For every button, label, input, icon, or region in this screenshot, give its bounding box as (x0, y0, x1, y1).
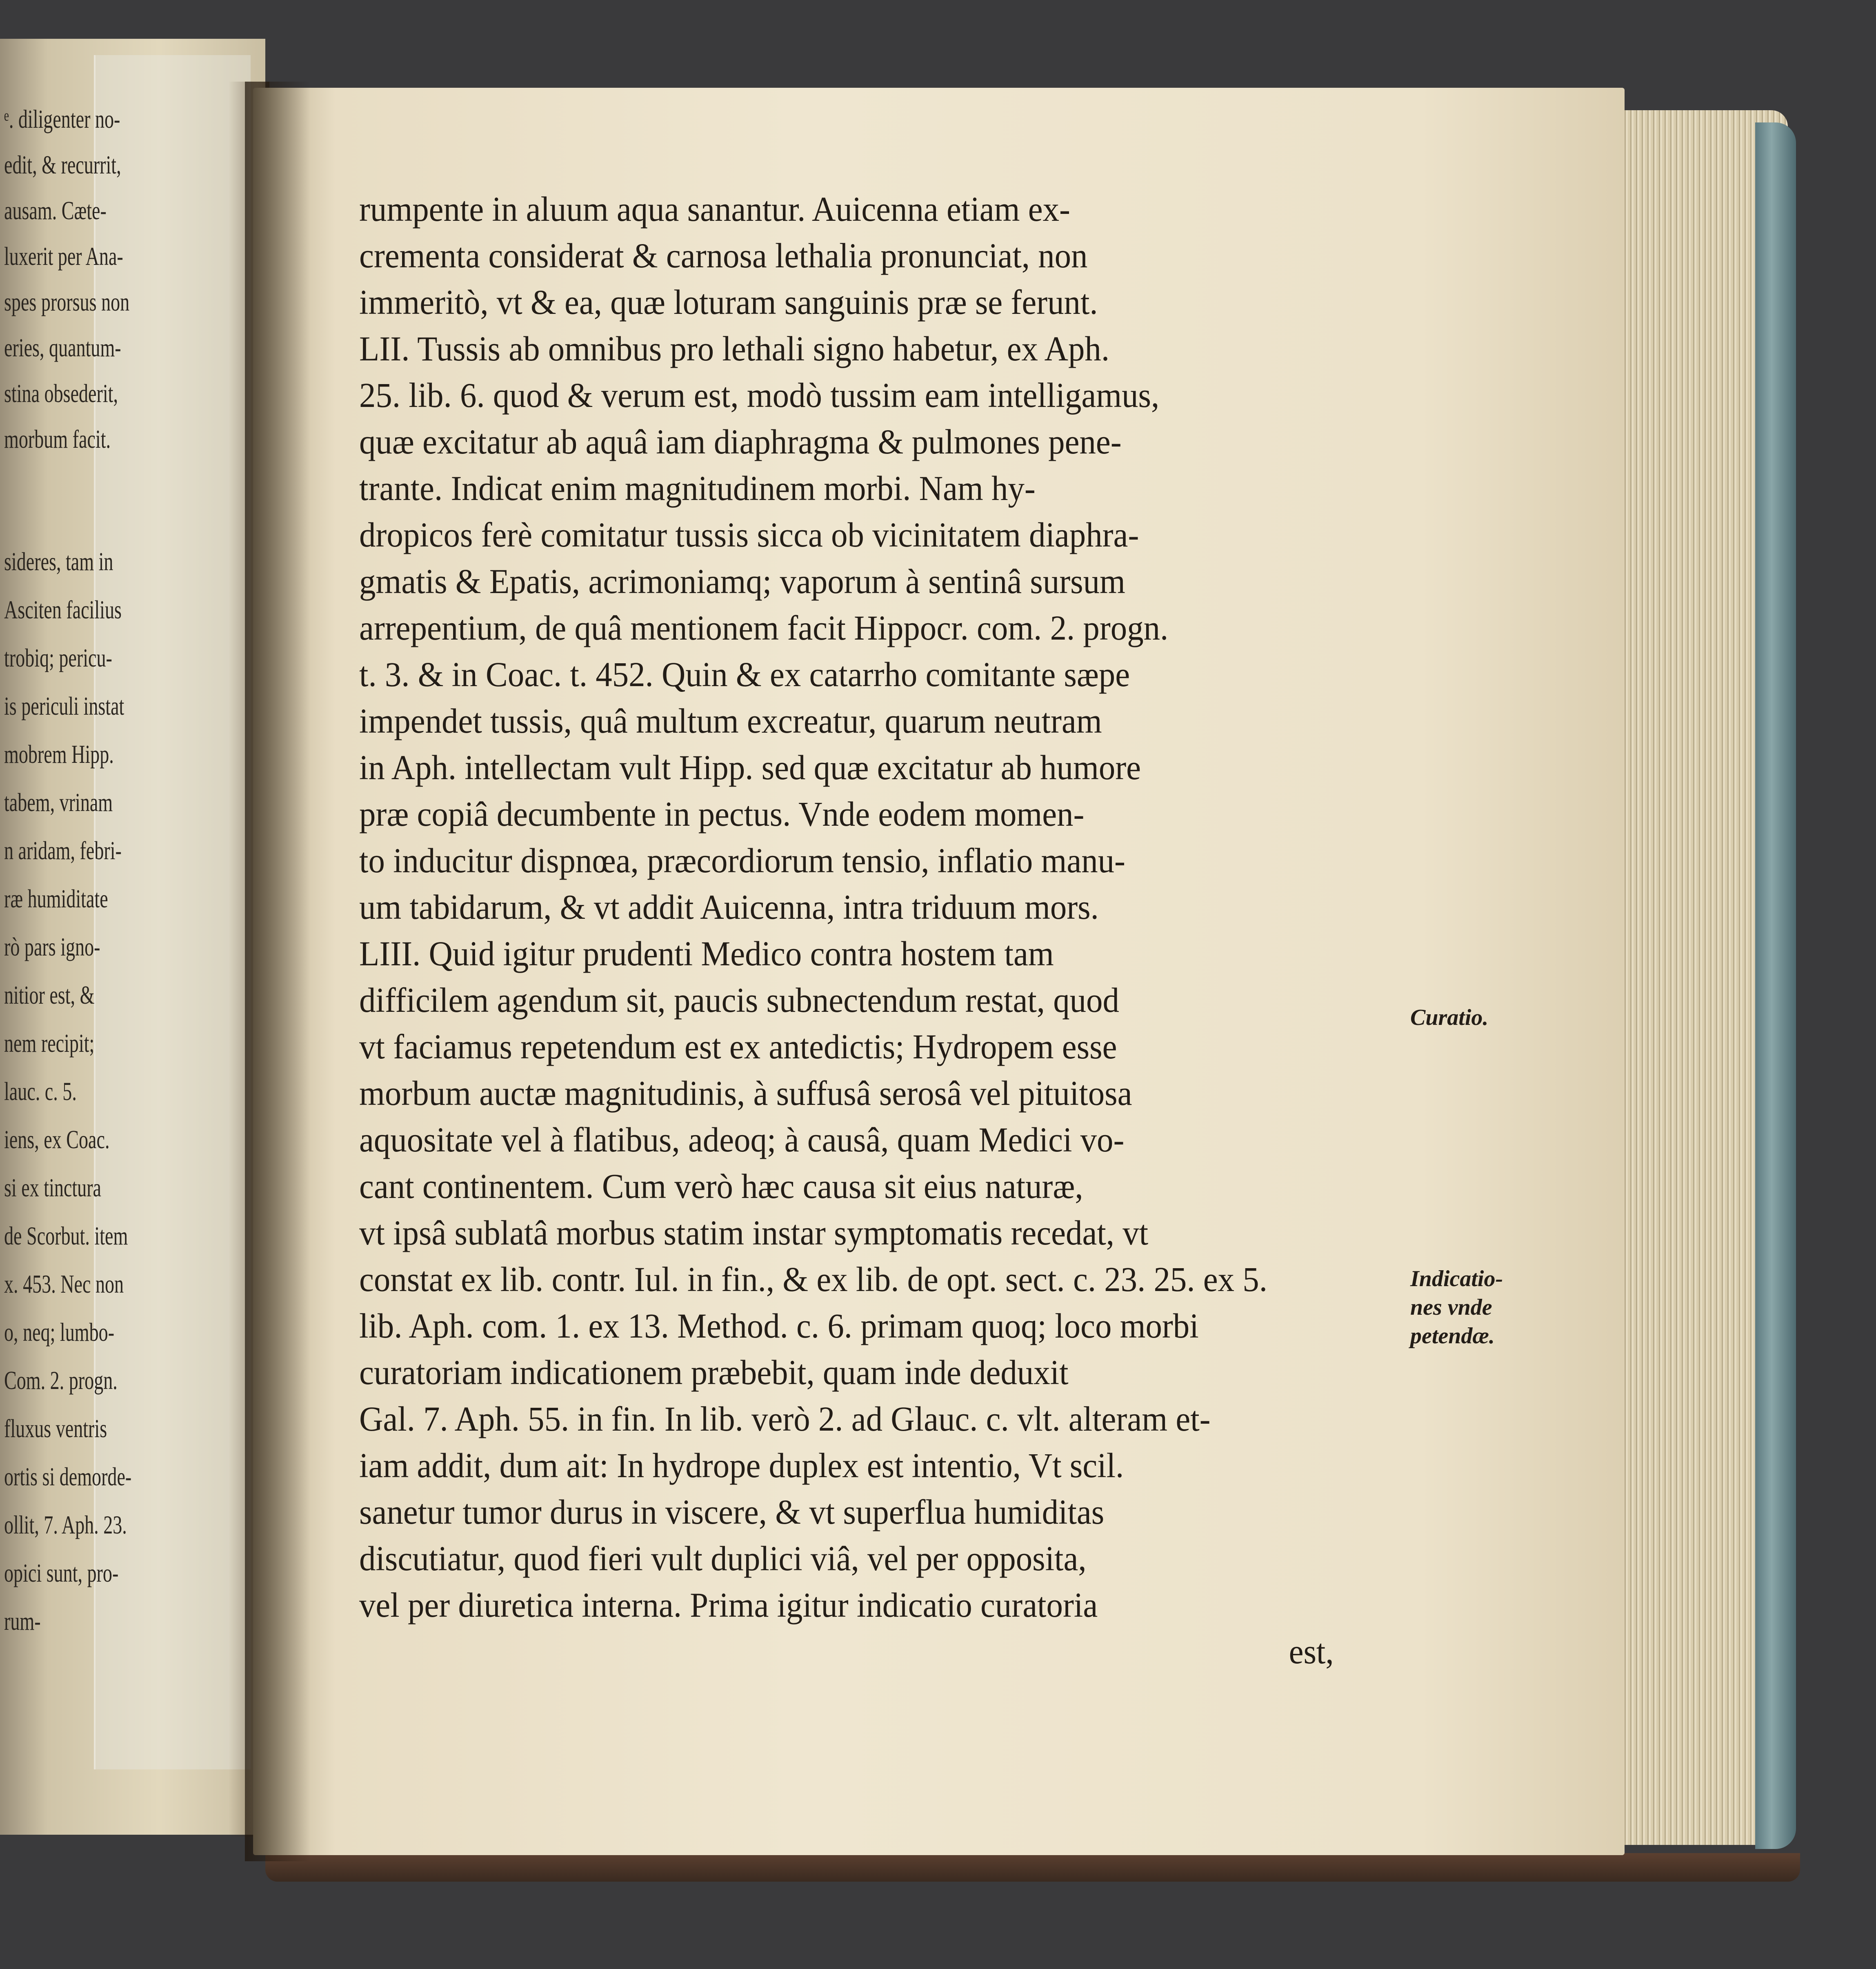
text-line: LII. Tussis ab omnibus pro lethali signo habetur, ex Aph. (359, 329, 1110, 368)
text-line: immeritò, vt & ea, quæ loturam sanguinis præ se ferunt. (359, 282, 1098, 322)
cover-bottom (265, 1853, 1800, 1882)
left-page-line: rò pars igno- (4, 932, 100, 961)
left-page-line: trobiq; pericu- (4, 643, 112, 672)
text-line: discutiatur, quod fieri vult duplici viâ, vel per opposita, (359, 1539, 1087, 1578)
text-line: Gal. 7. Aph. 55. in fin. In lib. verò 2. ad Glauc. c. vlt. alteram et- (359, 1399, 1211, 1438)
left-page-line: stina obsederit, (4, 379, 118, 408)
text-line: est, (1289, 1632, 1334, 1671)
left-page-line: sideres, tam in (4, 547, 113, 576)
left-page-line: morbum facit. (4, 424, 111, 453)
left-page-line: luxerit per Ana- (4, 242, 123, 271)
left-page-line: eries, quantum- (4, 333, 121, 362)
left-page-line: Com. 2. progn. (4, 1366, 118, 1395)
left-page-line: nitior est, & (4, 980, 95, 1009)
text-line: sanetur tumor durus in viscere, & vt superflua humiditas (359, 1492, 1105, 1531)
left-page-line: ausam. Cæte- (4, 196, 107, 225)
text-line: cant continentem. Cum verò hæc causa sit eius naturæ, (359, 1167, 1083, 1206)
text-line: difficilem agendum sit, paucis subnectendum restat, quod (359, 980, 1119, 1020)
text-line: arrepentium, de quâ mentionem facit Hippocr. com. 2. progn. (359, 608, 1169, 647)
text-line: morbum auctæ magnitudinis, à suffusâ serosâ vel pituitosa (359, 1073, 1132, 1113)
text-line: vel per diuretica interna. Prima igitur indicatio curatoria (359, 1585, 1098, 1625)
page-inner-shadow (245, 82, 310, 1861)
text-line: vt faciamus repetendum est ex antedictis; Hydropem esse (359, 1027, 1117, 1066)
text-line: dropicos ferè comitatur tussis sicca ob vicinitatem diaphra- (359, 515, 1139, 554)
text-line: rumpente in aluum aqua sanantur. Auicenna etiam ex- (359, 189, 1070, 229)
left-page-line: spes prorsus non (4, 287, 130, 316)
left-page-line: si ex tinctura (4, 1173, 102, 1202)
margin-note-indicationes-3: petendæ. (1410, 1323, 1495, 1349)
left-page-line: lauc. c. 5. (4, 1077, 77, 1106)
text-line: to inducitur dispnœa, præcordiorum tensio, inflatio manu- (359, 841, 1125, 880)
text-line: 25. lib. 6. quod & verum est, modò tussim eam intelligamus, (359, 376, 1160, 415)
text-line: LIII. Quid igitur prudenti Medico contra hostem tam (359, 934, 1054, 973)
left-page-line (4, 498, 192, 535)
text-line: trante. Indicat enim magnitudinem morbi. Nam hy- (359, 469, 1036, 508)
text-line: vt ipsâ sublatâ morbus statim instar symptomatis recedat, vt (359, 1213, 1149, 1252)
margin-note-indicationes-1: Indicatio- (1410, 1266, 1503, 1291)
text-line: crementa considerat & carnosa lethalia pronunciat, non (359, 236, 1088, 275)
left-page-line: n aridam, febri- (4, 836, 122, 865)
text-line: quæ excitatur ab aquâ iam diaphragma & pulmones pene- (359, 422, 1122, 461)
left-page-line: ræ humiditate (4, 884, 108, 913)
left-page-line: nem recipit; (4, 1029, 95, 1058)
left-page-line: is periculi instat (4, 691, 124, 720)
main-text-block (359, 186, 1396, 1675)
text-line: impendet tussis, quâ multum excreatur, quarum neutram (359, 701, 1102, 740)
left-page-line: ᵉ. diligenter no- (4, 104, 120, 133)
margin-note-indicationes-2: nes vnde (1410, 1295, 1492, 1320)
left-page-line: de Scorbut. item (4, 1221, 128, 1250)
text-line: in Aph. intellectam vult Hipp. sed quæ excitatur ab humore (359, 748, 1141, 787)
left-page-line: x. 453. Nec non (4, 1269, 124, 1298)
left-page-line: o, neq; lumbo- (4, 1318, 115, 1347)
text-line: um tabidarum, & vt addit Auicenna, intra triduum mors. (359, 887, 1099, 927)
text-line: lib. Aph. com. 1. ex 13. Method. c. 6. primam quoq; loco morbi (359, 1306, 1199, 1345)
text-line: iam addit, dum ait: In hydrope duplex est intentio, Vt scil. (359, 1446, 1124, 1485)
text-line: aquositate vel à flatibus, adeoq; à causâ, quam Medici vo- (359, 1120, 1125, 1159)
left-page-line: opici sunt, pro- (4, 1558, 119, 1587)
cover-edge (1755, 122, 1796, 1849)
text-line: præ copiâ decumbente in pectus. Vnde eodem momen- (359, 794, 1085, 833)
left-page-line: Asciten facilius (4, 595, 122, 624)
left-page-line: edit, & recurrit, (4, 150, 121, 179)
left-facing-page (0, 39, 265, 1835)
text-line: t. 3. & in Coac. t. 452. Quin & ex catarrho comitante sæpe (359, 655, 1130, 694)
left-page-line: mobrem Hipp. (4, 740, 114, 769)
left-page-line: iens, ex Coac. (4, 1125, 110, 1154)
left-page-line: tabem, vrinam (4, 788, 113, 817)
text-line: curatoriam indicationem præbebit, quam inde deduxit (359, 1353, 1069, 1392)
left-page-line: rum- (4, 1607, 41, 1636)
text-line: gmatis & Epatis, acrimoniamq; vaporum à sentinâ sursum (359, 562, 1125, 601)
margin-note-curatio: Curatio. (1410, 1005, 1489, 1030)
left-page-line: fluxus ventris (4, 1414, 107, 1443)
left-page-line: ollit, 7. Aph. 23. (4, 1510, 127, 1539)
text-line: constat ex lib. contr. Iul. in fin., & ex lib. de opt. sect. c. 23. 25. ex 5. (359, 1260, 1267, 1299)
left-page-line: ortis si demorde- (4, 1462, 132, 1491)
